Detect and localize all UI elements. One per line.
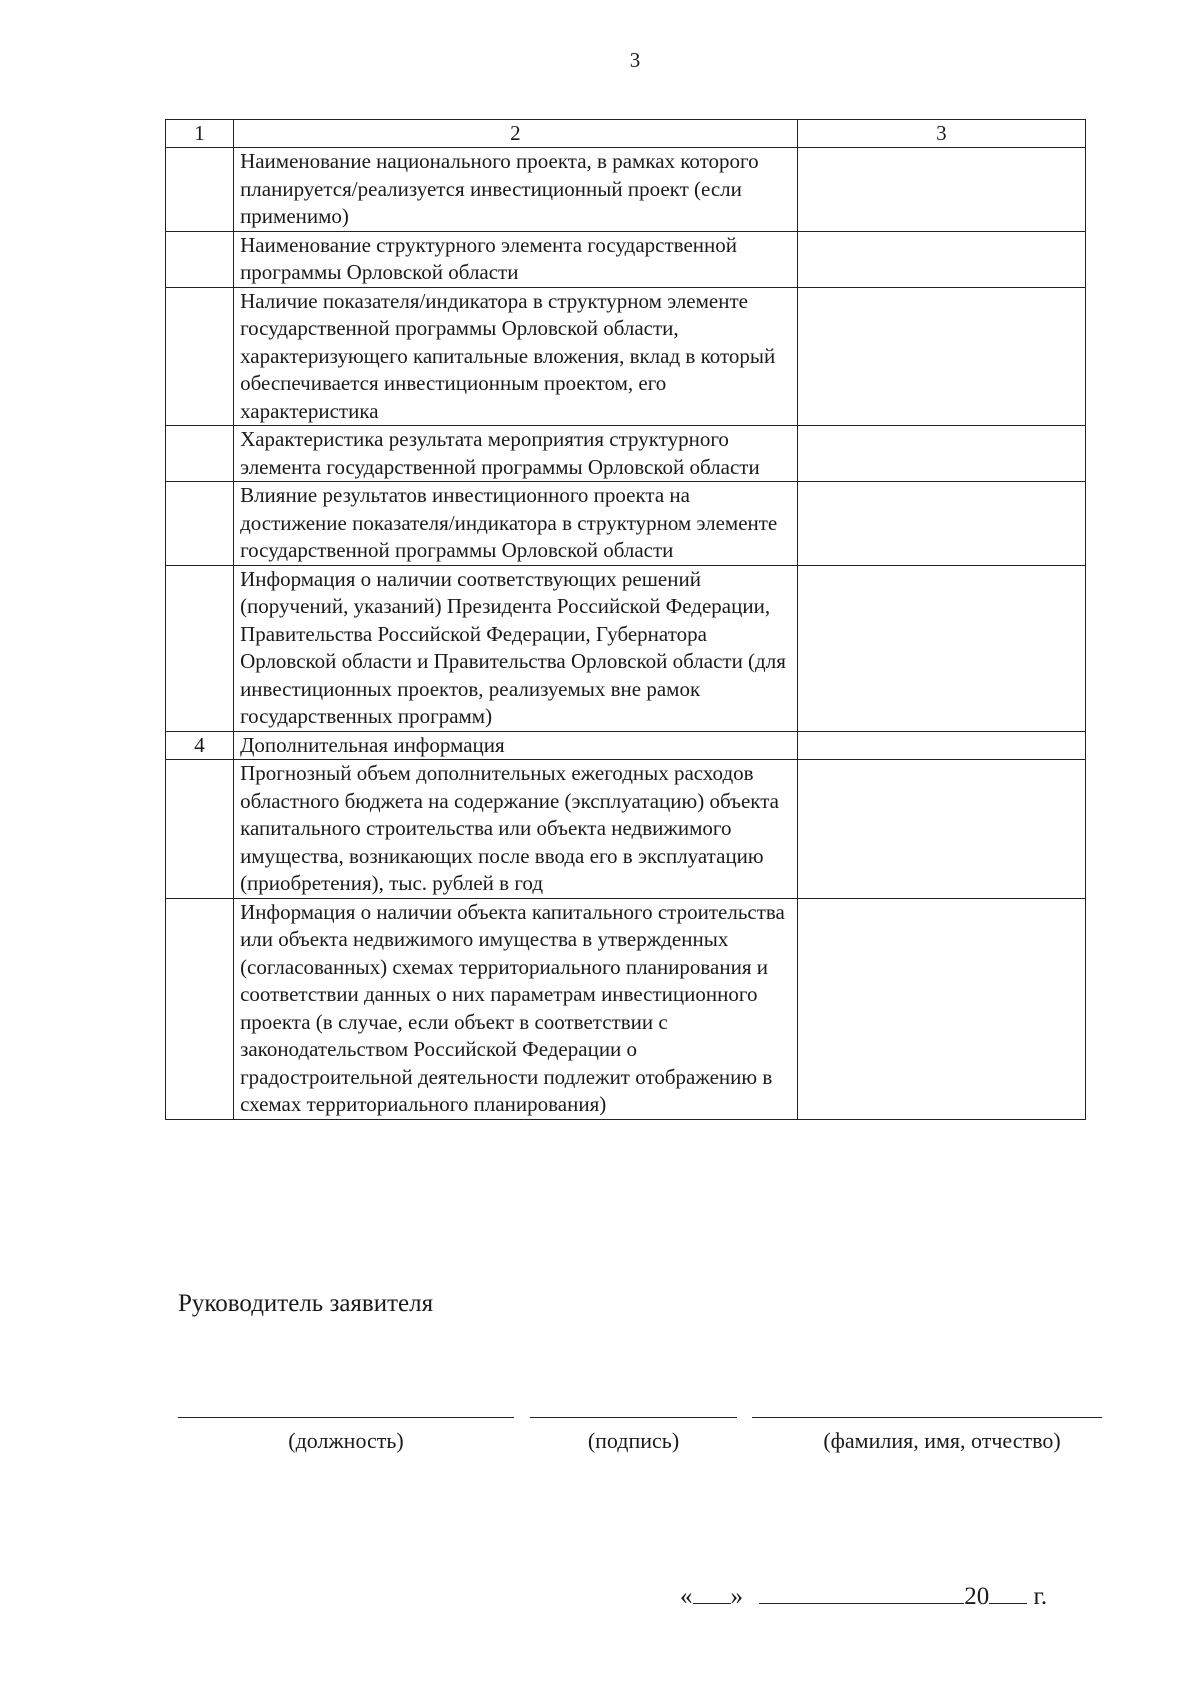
table-row	[166, 287, 1086, 426]
row-description-cell: Информация о наличии объекта капитального строительства или объекта недвижимого имущества в утвержденных (согласованных) схемах территориального планирования и соответствии данных о них параметрам инвестиционного проекта (в случае, если объект в соответствии с законодательством Российской Федерации о градостроительной деятельности подлежит отображению в схемах территориального планирования)	[234, 898, 798, 1119]
row-value-cell[interactable]	[797, 898, 1085, 1119]
row-value-cell[interactable]	[797, 426, 1085, 482]
row-number-cell: 4	[166, 731, 234, 760]
table-row	[166, 760, 1086, 899]
month-blank[interactable]	[759, 1581, 964, 1604]
table-row	[166, 231, 1086, 287]
name-caption: (фамилия, имя, отчество)	[823, 1428, 1061, 1453]
row-description-cell: Наименование национального проекта, в рамках которого планируется/реализуется инвестиционный проект (если применимо)	[234, 148, 798, 232]
table-header-row	[166, 120, 1086, 148]
position-caption: (должность)	[288, 1428, 404, 1453]
table-row	[166, 148, 1086, 232]
year-suffix: г.	[1033, 1583, 1048, 1610]
table-row	[166, 565, 1086, 731]
row-value-cell[interactable]	[797, 482, 1085, 566]
row-number-cell	[166, 287, 234, 426]
row-number-cell	[166, 148, 234, 232]
row-description-cell: Дополнительная информация	[234, 731, 798, 760]
signature-caption: (подпись)	[587, 1428, 680, 1453]
position-line[interactable]	[178, 1417, 514, 1418]
row-value-cell[interactable]	[797, 565, 1085, 731]
row-number-cell	[166, 482, 234, 566]
row-number-cell	[166, 760, 234, 899]
row-number-cell	[166, 565, 234, 731]
info-table	[165, 119, 1086, 1120]
date-line	[680, 1581, 1047, 1611]
table-row	[166, 482, 1086, 566]
row-value-cell[interactable]	[797, 731, 1085, 760]
year-blank[interactable]	[989, 1581, 1027, 1604]
row-number-cell	[166, 231, 234, 287]
row-description-cell: Наличие показателя/индикатора в структурном элементе государственной программы Орловской области, характеризующего капитальные вложения, вклад в который обеспечивается инвестиционным проектом, его характеристика	[234, 287, 798, 426]
table-row	[166, 898, 1086, 1119]
table-row	[166, 731, 1086, 760]
row-description-cell: Наименование структурного элемента государственной программы Орловской области	[234, 231, 798, 287]
day-blank[interactable]	[693, 1581, 731, 1604]
row-description-cell: Информация о наличии соответствующих решений (поручений, указаний) Президента Российской Федерации, Правительства Российской Федерации, Губернатора Орловской области и Правительства Орловской области (для инвестиционных проектов, реализуемых вне рамок государственных программ)	[234, 565, 798, 731]
signature-title: Руководитель заявителя	[178, 1290, 434, 1317]
row-value-cell[interactable]	[797, 148, 1085, 232]
signature-line[interactable]	[530, 1417, 737, 1418]
page-number: 3	[629, 48, 641, 72]
header-col-3: 3	[797, 120, 1085, 148]
name-line[interactable]	[752, 1417, 1102, 1418]
table-row	[166, 426, 1086, 482]
row-description-cell: Характеристика результата мероприятия структурного элемента государственной программы Орловской области	[234, 426, 798, 482]
year-prefix: 20	[964, 1583, 990, 1610]
row-description-cell: Прогнозный объем дополнительных ежегодных расходов областного бюджета на содержание (эксплуатацию) объекта капитального строительства или объекта недвижимого имущества, возникающих после ввода его в эксплуатацию (приобретения), тыс. рублей в год	[234, 760, 798, 899]
header-col-1: 1	[166, 120, 234, 148]
row-value-cell[interactable]	[797, 231, 1085, 287]
date-close-quote: »	[730, 1583, 743, 1610]
row-value-cell[interactable]	[797, 760, 1085, 899]
row-number-cell	[166, 898, 234, 1119]
row-number-cell	[166, 426, 234, 482]
date-open-quote: «	[680, 1583, 693, 1610]
row-value-cell[interactable]	[797, 287, 1085, 426]
row-description-cell: Влияние результатов инвестиционного проекта на достижение показателя/индикатора в структурном элементе государственной программы Орловской области	[234, 482, 798, 566]
header-col-2: 2	[234, 120, 798, 148]
